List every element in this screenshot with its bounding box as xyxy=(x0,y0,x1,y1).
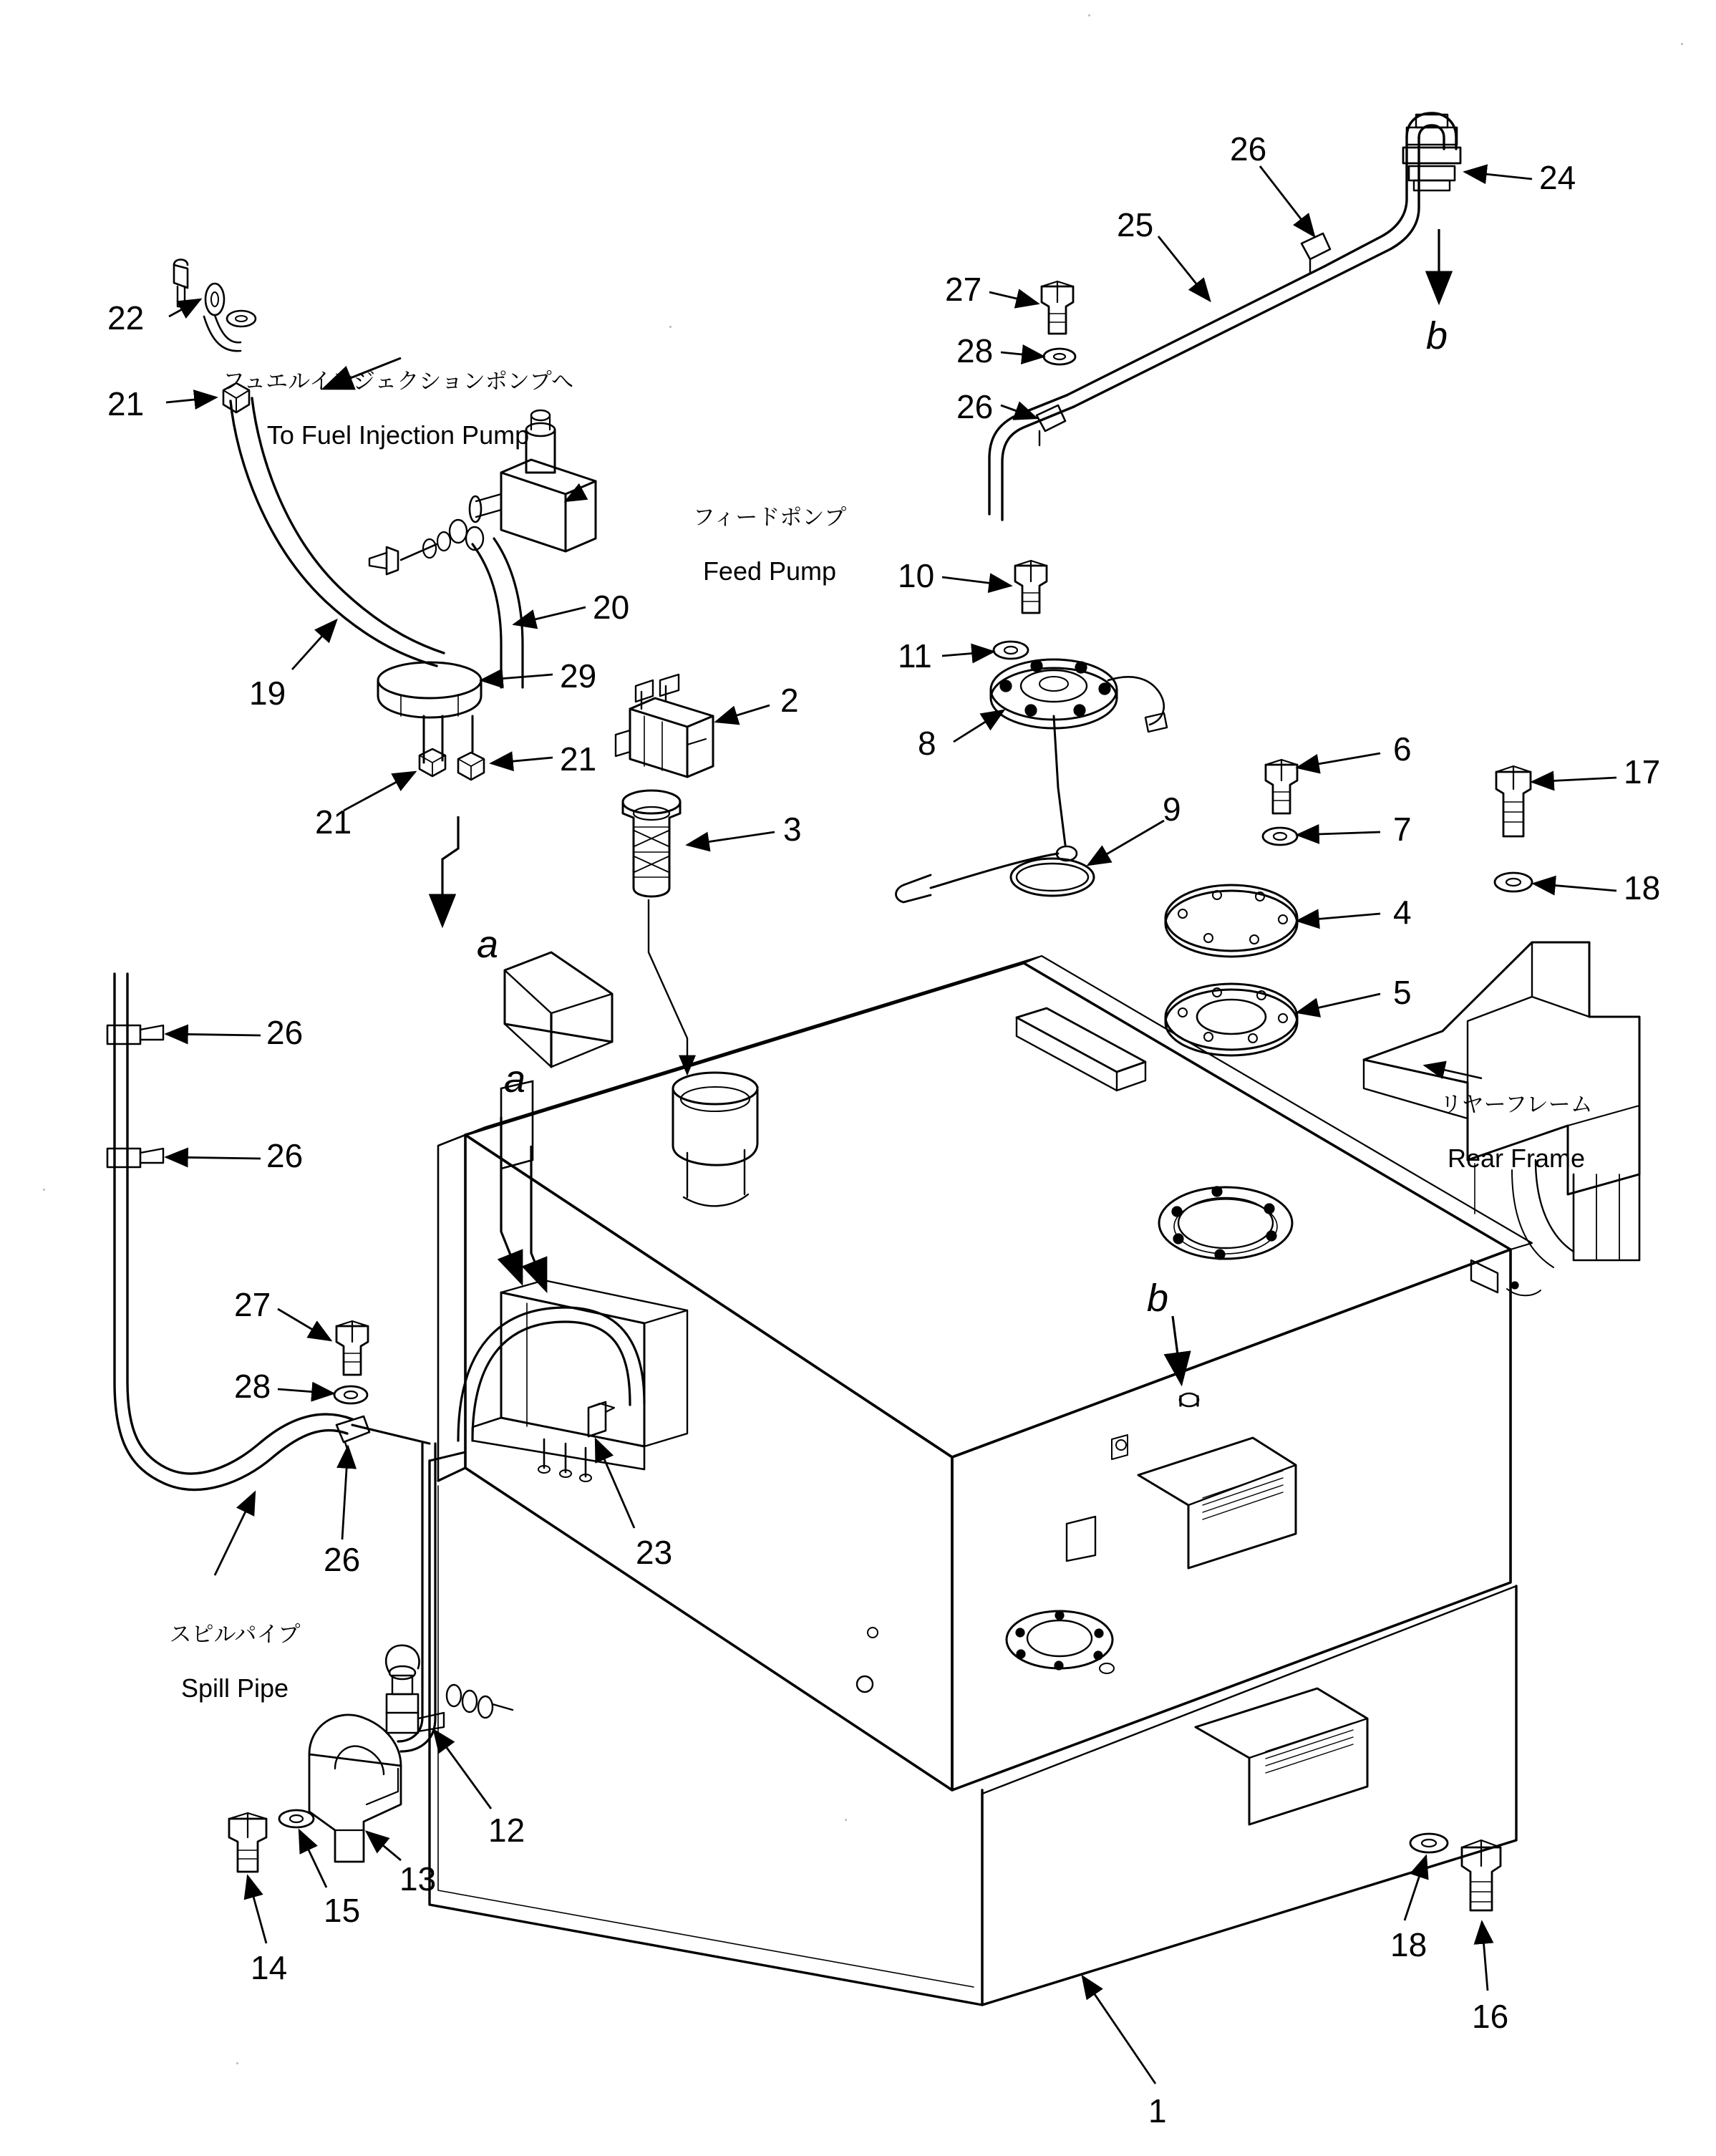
callout-26-a: 26 xyxy=(1230,130,1267,168)
callout-26-c: 26 xyxy=(266,1014,304,1051)
caption-rear-frame-en: Rear Frame xyxy=(1447,1144,1586,1174)
caption-spill-pipe-en: Spill Pipe xyxy=(180,1673,289,1703)
caption-spill-pipe-jp: スピルパイプ xyxy=(169,1621,301,1647)
callout-29: 29 xyxy=(560,657,597,695)
callout-21-c: 21 xyxy=(315,803,352,841)
callout-28-a: 28 xyxy=(956,332,994,369)
paper-speck xyxy=(669,326,672,328)
callout-24: 24 xyxy=(1539,159,1576,196)
callout-12: 12 xyxy=(488,1812,525,1849)
caption-rear-frame xyxy=(1409,1065,1624,1199)
callout-25: 25 xyxy=(1117,206,1154,243)
callout-2: 2 xyxy=(780,682,799,719)
callout-28-b: 28 xyxy=(234,1368,271,1405)
section-letter-b-lower: b xyxy=(1147,1277,1169,1320)
callout-26-b: 26 xyxy=(956,388,994,425)
caption-to-fuel-injection-pump-jp: フュエルインジェクションポンプへ xyxy=(222,368,574,394)
caption-feed-pump-en: Feed Pump xyxy=(702,556,837,586)
callout-18-a: 18 xyxy=(1624,869,1661,907)
caption-to-fuel-injection-pump xyxy=(176,342,620,476)
callout-4: 4 xyxy=(1393,894,1412,931)
callout-27-b: 27 xyxy=(234,1286,271,1323)
callout-17: 17 xyxy=(1624,753,1661,791)
callout-9: 9 xyxy=(1163,791,1181,828)
callout-13: 13 xyxy=(399,1860,437,1898)
callout-7: 7 xyxy=(1393,811,1412,848)
callout-26-e: 26 xyxy=(324,1541,361,1578)
callout-11: 11 xyxy=(898,637,932,675)
caption-rear-frame-jp: リヤーフレーム xyxy=(1440,1091,1593,1117)
paper-speck xyxy=(1088,14,1090,16)
callout-20: 20 xyxy=(593,589,630,626)
callout-27-a: 27 xyxy=(945,271,982,308)
callout-16: 16 xyxy=(1472,1998,1509,2035)
section-letter-b-upper: b xyxy=(1426,314,1448,357)
callout-6: 6 xyxy=(1393,730,1412,768)
callout-3: 3 xyxy=(783,811,802,848)
caption-feed-pump-jp: フィードポンプ xyxy=(692,504,847,530)
callout-8: 8 xyxy=(918,725,936,762)
callout-18-b: 18 xyxy=(1390,1926,1427,1963)
caption-to-fuel-injection-pump-en: To Fuel Injection Pump xyxy=(266,420,530,450)
paper-speck xyxy=(43,1189,45,1191)
callout-22: 22 xyxy=(107,299,145,337)
callout-19: 19 xyxy=(249,675,286,712)
caption-spill-pipe xyxy=(127,1595,342,1729)
caption-feed-pump xyxy=(662,478,877,612)
paper-speck xyxy=(1681,43,1683,45)
callout-1: 1 xyxy=(1148,2092,1167,2130)
callout-21-b: 21 xyxy=(560,740,597,778)
callout-14: 14 xyxy=(251,1949,288,1986)
paper-speck xyxy=(845,1819,847,1821)
callout-5: 5 xyxy=(1393,974,1412,1011)
paper-speck xyxy=(236,2062,238,2064)
section-letter-a-lower: a xyxy=(504,1058,526,1101)
callout-23: 23 xyxy=(636,1534,673,1571)
callout-10: 10 xyxy=(898,557,935,594)
callout-15: 15 xyxy=(324,1892,361,1929)
callout-21-a: 21 xyxy=(107,385,145,422)
callout-26-d: 26 xyxy=(266,1137,304,1174)
section-letter-a-upper: a xyxy=(477,923,499,966)
